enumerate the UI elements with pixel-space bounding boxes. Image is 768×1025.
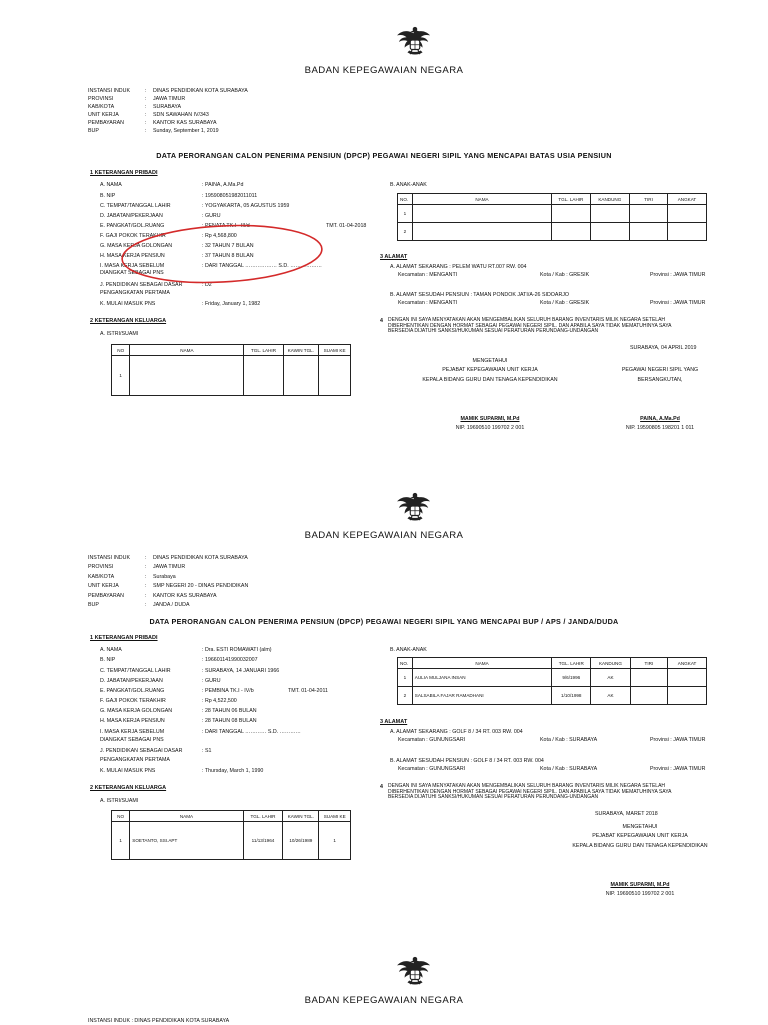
- anak-label: B. ANAK-ANAK: [390, 647, 427, 653]
- column-header: TGL. LAHIR: [243, 811, 283, 822]
- field-value: : D2: [202, 282, 212, 288]
- column-header: SUAMI KE: [319, 811, 351, 822]
- meta-value: KANTOR KAS SURABAYA: [153, 120, 217, 126]
- mengetahui-label: MENGETAHUI: [622, 824, 658, 830]
- field-label: F. GAJI POKOK TERAKHIR: [100, 233, 166, 239]
- field-label: G. MASA KERJA GOLONGAN: [100, 708, 173, 714]
- field-value: : Rp 4,522,500: [202, 698, 237, 704]
- column-header: NO: [112, 811, 130, 822]
- pejabat-label: PEJABAT KEPEGAWAIAN UNIT KERJA: [442, 367, 538, 373]
- meta-line: INSTANSI INDUK : DINAS PENDIDIKAN KOTA SURABAYA: [88, 1018, 230, 1024]
- table-cell: 2: [398, 223, 413, 241]
- signatory-name: MAMIK SUPARMI, M.Pd: [610, 882, 670, 888]
- field-label: DIANGKAT SEBAGAI PNS: [100, 737, 164, 743]
- meta-key: UNIT KERJA: [88, 583, 119, 589]
- field-value: : 37 TAHUN 8 BULAN: [202, 253, 254, 259]
- alamat-kota: Kota / Kab : SURABAYA: [540, 766, 598, 772]
- field-label: C. TEMPAT/TANGGAL LAHIR: [100, 668, 171, 674]
- column-header: NAMA: [130, 345, 244, 356]
- alamat-kecamatan: Kecamatan : GUNUNGSARI: [398, 737, 466, 743]
- section-alamat: 3 ALAMAT: [380, 254, 408, 260]
- istri-table: [111, 810, 351, 860]
- section-keterangan-keluarga: 2 KETERANGAN KELUARGA: [90, 318, 167, 324]
- field-label: G. MASA KERJA GOLONGAN: [100, 243, 173, 249]
- field-label: C. TEMPAT/TANGGAL LAHIR: [100, 203, 171, 209]
- anak-label: B. ANAK-ANAK: [390, 182, 427, 188]
- field-label: D. JABATAN/PEKERJAAN: [100, 213, 163, 219]
- table-cell: AK: [591, 669, 630, 687]
- table-cell: AK: [591, 687, 630, 705]
- field-value: : GURU: [202, 213, 221, 219]
- field-label: H. MASA KERJA PENSIUN: [100, 718, 165, 724]
- form-title: DATA PERORANGAN CALON PENERIMA PENSIUN (DPCP) PEGAWAI NEGERI SIPIL YANG MENCAPAI BUP / APS / JANDA/DUDA: [149, 617, 619, 626]
- kepala-label: KEPALA BIDANG GURU DAN TENAGA KEPENDIDIKAN: [572, 843, 708, 849]
- field-value: : YOGYAKARTA, 05 AGUSTUS 1959: [202, 203, 290, 209]
- column-header: NO.: [398, 194, 413, 205]
- alamat-sekarang: A. ALAMAT SEKARANG : GOLF 8 / 34 RT. 003 RW. 004: [390, 729, 523, 735]
- section-4-number: 4: [380, 318, 383, 324]
- field-value: : Rp 4,568,800: [202, 233, 237, 239]
- table-cell: [630, 669, 668, 687]
- table-cell: 1: [112, 822, 130, 860]
- meta-value: Sunday, September 1, 2019: [153, 128, 219, 134]
- agency-header: BADAN KEPEGAWAIAN NEGARA: [304, 530, 464, 541]
- column-header: TIRI: [630, 658, 668, 669]
- signatory-name: MAMIK SUPARMI, M.Pd: [460, 416, 520, 422]
- meta-key: PEMBAYARAN: [88, 593, 125, 599]
- field-label: PENGANGKATAN PERTAMA: [100, 290, 170, 296]
- column-header: KAWIN TGL.: [283, 811, 319, 822]
- field-value: : PENATA TK.I - III/d: [202, 223, 250, 229]
- agency-header: BADAN KEPEGAWAIAN NEGARA: [304, 995, 464, 1006]
- meta-value: JANDA / DUDA: [153, 602, 190, 608]
- field-value: : DARI TANGGAL ………… S.D. …………: [202, 729, 301, 735]
- meta-key: INSTANSI INDUK: [88, 88, 130, 94]
- section-keterangan-keluarga: 2 KETERANGAN KELUARGA: [90, 785, 167, 791]
- field-value: : 195908051982011011: [202, 193, 258, 199]
- alamat-provinsi: Provinsi : JAWA TIMUR: [650, 272, 706, 278]
- declaration-line: DIBERHENTIKAN DENGAN HORMAT SEBAGAI PEGAWAI NEGERI SIPIL. DAN APABILA SAYA TIDAK MEMATUHINYA SAYA: [388, 788, 672, 795]
- field-value: : GURU: [202, 678, 221, 684]
- anak-table: [397, 657, 707, 705]
- signatory-nip: NIP. 19690510 199702 2 001: [455, 425, 525, 431]
- alamat-kota: Kota / Kab : SURABAYA: [540, 737, 598, 743]
- table-row: [112, 822, 351, 860]
- field-label: DIANGKAT SEBAGAI PNS: [100, 270, 164, 276]
- table-cell: 11/13/1964: [243, 822, 283, 860]
- meta-value: JAWA TIMUR: [153, 564, 186, 570]
- declaration-line: DIBERHENTIKAN DENGAN HORMAT SEBAGAI PEGAWAI NEGERI SIPIL. DAN APABILA SAYA TIDAK MEMATUHINYA SAYA: [388, 322, 672, 329]
- tmt-date: TMT. 01-04-2011: [288, 688, 328, 694]
- meta-key: KAB/KOTA: [88, 104, 115, 110]
- signatory-nip: NIP. 19590805 198201 1 011: [625, 425, 695, 431]
- column-header: TGL. LAHIR: [552, 658, 591, 669]
- dpcp-form-1: BADAN KEPEGAWAIAN NEGARA INSTANSI INDUK : DINAS PENDIDIKAN KOTA SURABAYA PROVINSI : JAWA TIMUR KAB/KOTA : SURABAYA UNIT KERJA : SDN SAWAHAN IV/343 PEMBAYARAN : KANTOR KAS SURABAYA BUP : Sunday, September 1, 2019 DATA PERORANGAN CALON PENERIMA PENSIUN (DPCP) PEGAWAI NEGERI SIPIL YANG MENCAPAI BATAS USIA PENSIUN 1 KETERANGAN PRIBADI A. NAMA : PAINA, A.Ma.Pd B. NIP : 195908051982011011 C. TEMPAT/TANGGAL LAHIR : YOGYAKARTA, 05 AGUSTUS 1959 D. JABATAN/PEKERJAAN : GURU E. PANGKAT/GOL.RUANG : PENATA TK.I - III/d TMT. 01-04-2018 F. GAJI POKOK TERAKHIR : Rp 4,568,800 G. MASA KERJA GOLONGAN : 32 TAHUN 7 BULAN H. MASA KERJA PENSIUN : 37 TAHUN 8 BULAN I. MASA KERJA SEBELUM : DARI TANGGAL ……………… S.D. ……………… DIANGKAT SEBAGAI PNS J. PENDIDIKAN SEBAGAI DASAR : D2 PENGANGKATAN PERTAMA K. MULAI MASUK PNS : Friday, January 1, 1982 2 KETERANGAN KELUARGA A. ISTRI/SUAMI NO NAMA TGL. LAHIR KAWIN TGL. SUAMI KE 1 B. ANAK-ANAK NO. NAMA TGL. LAHIR KANDUNG TIRI ANGKAT 1 2 3 ALAMAT A. ALAMAT SEKARANG : PELEM WATU RT.007 RW. 004 Kecamatan : MENGANTI Kota / Kab : GRESIK Provinsi : JAWA TIMUR B. ALAMAT SESUDAH PENSIUN : TAMAN PONDOK JATI/A-26 SIDOARJO Kecamatan : MENGANTI Kota / Kab : GRESIK Provinsi : JAWA TIMUR 4 DENGAN INI SAYA MENYATAKAN AKAN MENGEMBALIKAN SELURUH BARANG INVENTARIS MILIK NEGARA SETELAH DIBERHENTIKAN DENGAN HORMAT SEBAGAI PEGAWAI NEGERI SIPIL. DAN APABILA SAYA TIDAK MEMATUHINYA SAYA BERSEDIA DIJATUHI SANKSI/HUKUMAN SESUAI PERATURAN PERUNDANG-UNDANGAN SURABAYA, 04 APRIL 2019 MENGETAHUI PEJABAT KEPEGAWAIAN UNIT KERJA KEPALA BIDANG GURU DAN TENAGA KEPENDIDIKAN PEGAWAI NEGERI SIPIL YANG BERSANGKUTAN, MAMIK SUPARMI, M.Pd NIP. 19690510 199702 2 001 PAINA, A.Ma.Pd NIP. 19590805 198201 1 011: [0, 0, 768, 470]
- table-cell: 1: [398, 205, 413, 223]
- table-cell: SALSABILA FAJAR RAMADHANI: [412, 687, 552, 705]
- table-cell: [668, 687, 707, 705]
- alamat-kota: Kota / Kab : GRESIK: [540, 272, 590, 278]
- table-header-row: [398, 658, 707, 669]
- column-header: ANGKAT: [668, 658, 707, 669]
- field-value: : Friday, January 1, 1982: [202, 301, 261, 307]
- field-value: : 28 TAHUN 08 BULAN: [202, 718, 257, 724]
- field-label: E. PANGKAT/GOL.RUANG: [100, 223, 165, 229]
- table-row: [398, 669, 707, 687]
- garuda-emblem-icon: [396, 490, 434, 524]
- field-value: : DARI TANGGAL ……………… S.D. ………………: [202, 263, 322, 269]
- declaration-line: DENGAN INI SAYA MENYATAKAN AKAN MENGEMBALIKAN SELURUH BARANG INVENTARIS MILIK NEGARA SETELAH: [388, 783, 666, 789]
- meta-value: SMP NEGERI 20 - DINAS PENDIDIKAN: [153, 583, 249, 589]
- form-title: DATA PERORANGAN CALON PENERIMA PENSIUN (DPCP) PEGAWAI NEGERI SIPIL YANG MENCAPAI BATAS USIA PENSIUN: [156, 151, 612, 160]
- section-4-number: 4: [380, 784, 383, 790]
- field-label: B. NIP: [100, 657, 116, 663]
- table-cell: SOETANTO, SSI.APT: [130, 822, 243, 860]
- meta-value: SDN SAWAHAN IV/343: [153, 112, 209, 118]
- meta-key: PROVINSI: [88, 96, 114, 102]
- column-header: ANGKAT: [667, 194, 706, 205]
- istri-label: A. ISTRI/SUAMI: [100, 798, 139, 804]
- table-cell: 1: [398, 669, 413, 687]
- meta-key: PROVINSI: [88, 564, 114, 570]
- field-label: I. MASA KERJA SEBELUM: [100, 263, 165, 269]
- meta-value: DINAS PENDIDIKAN KOTA SURABAYA: [153, 88, 248, 94]
- column-header: KANDUNG: [590, 194, 630, 205]
- field-value: : 28 TAHUN 06 BULAN: [202, 708, 257, 714]
- column-header: KAWIN TGL.: [283, 345, 319, 356]
- field-value: : Thursday, March 1, 1990: [202, 768, 264, 774]
- table-cell: 1: [319, 822, 351, 860]
- meta-value: KANTOR KAS SURABAYA: [153, 593, 217, 599]
- field-value: : 196601141990032007: [202, 657, 258, 663]
- sign-date: SURABAYA, MARET 2018: [595, 811, 658, 817]
- mengetahui-label: MENGETAHUI: [472, 358, 508, 364]
- section-alamat: 3 ALAMAT: [380, 719, 408, 725]
- column-header: NAMA: [412, 194, 551, 205]
- pns-label: BERSANGKUTAN,: [637, 377, 683, 383]
- alamat-provinsi: Provinsi : JAWA TIMUR: [650, 766, 706, 772]
- field-value: : SURABAYA, 14 JANUARI 1966: [202, 668, 280, 674]
- table-cell: 1: [112, 356, 130, 396]
- column-header: TGL. LAHIR: [552, 194, 590, 205]
- meta-key: PEMBAYARAN: [88, 120, 125, 126]
- field-label: B. NIP: [100, 193, 116, 199]
- field-label: J. PENDIDIKAN SEBAGAI DASAR: [100, 282, 183, 288]
- field-value: : 32 TAHUN 7 BULAN: [202, 243, 254, 249]
- column-header: SUAMI KE: [319, 345, 351, 356]
- table-cell: 10/26/1989: [283, 822, 319, 860]
- column-header: NAMA: [412, 658, 552, 669]
- field-label: D. JABATAN/PEKERJAAN: [100, 678, 163, 684]
- alamat-kota: Kota / Kab : GRESIK: [540, 300, 590, 306]
- table-row: [398, 687, 707, 705]
- table-cell: 2: [398, 687, 413, 705]
- field-label: E. PANGKAT/GOL.RUANG: [100, 688, 165, 694]
- meta-value: SURABAYA: [153, 104, 182, 110]
- signatory-nip: NIP. 19690510 199702 2 001: [605, 891, 675, 897]
- meta-value: DINAS PENDIDIKAN KOTA SURABAYA: [153, 555, 248, 561]
- meta-key: INSTANSI INDUK: [88, 555, 130, 561]
- table-cell: 9/6/1996: [552, 669, 591, 687]
- field-label: A. NAMA: [100, 182, 122, 188]
- declaration-line: DENGAN INI SAYA MENYATAKAN AKAN MENGEMBALIKAN SELURUH BARANG INVENTARIS MILIK NEGARA SETELAH: [388, 317, 666, 323]
- alamat-sesudah-pensiun: B. ALAMAT SESUDAH PENSIUN : GOLF 8 / 34 RT. 003 RW. 004: [390, 758, 544, 764]
- declaration-line: BERSEDIA DIJATUHI SANKSI/HUKUMAN SESUAI PERATURAN PERUNDANG-UNDANGAN: [388, 794, 599, 801]
- field-value: : S1: [202, 748, 212, 754]
- declaration: [388, 784, 672, 801]
- column-header: KANDUNG: [591, 658, 630, 669]
- table-cell: [668, 669, 707, 687]
- field-label: J. PENDIDIKAN SEBAGAI DASAR: [100, 748, 183, 754]
- alamat-kecamatan: Kecamatan : MENGANTI: [398, 272, 458, 278]
- table-cell: 1/10/1998: [552, 687, 591, 705]
- column-header: NO.: [398, 658, 413, 669]
- field-label: K. MULAI MASUK PNS: [100, 301, 156, 307]
- alamat-kecamatan: Kecamatan : GUNUNGSARI: [398, 766, 466, 772]
- column-header: TGL. LAHIR: [244, 345, 283, 356]
- meta-key: UNIT KERJA: [88, 112, 119, 118]
- garuda-emblem-icon: [396, 954, 434, 988]
- alamat-provinsi: Provinsi : JAWA TIMUR: [650, 737, 706, 743]
- alamat-sekarang: A. ALAMAT SEKARANG : PELEM WATU RT.007 RW. 004: [390, 264, 527, 270]
- table-cell: [630, 687, 668, 705]
- section-keterangan-pribadi: 1 KETERANGAN PRIBADI: [90, 635, 158, 641]
- meta-value: JAWA TIMUR: [153, 96, 186, 102]
- field-label: H. MASA KERJA PENSIUN: [100, 253, 165, 259]
- sign-date: SURABAYA, 04 APRIL 2019: [630, 345, 697, 351]
- alamat-kecamatan: Kecamatan : MENGANTI: [398, 300, 458, 306]
- meta-value: Surabaya: [153, 574, 176, 580]
- pns-label: PEGAWAI NEGERI SIPIL YANG: [621, 367, 699, 373]
- column-header: NO: [112, 345, 130, 356]
- agency-header: BADAN KEPEGAWAIAN NEGARA: [304, 65, 464, 76]
- meta-key: KAB/KOTA: [88, 574, 115, 580]
- meta-key: BUP: [88, 602, 99, 608]
- tmt-date: TMT. 01-04-2018: [326, 223, 367, 229]
- kepala-label: KEPALA BIDANG GURU DAN TENAGA KEPENDIDIKAN: [422, 377, 558, 383]
- declaration-line: BERSEDIA DIJATUHI SANKSI/HUKUMAN SESUAI PERATURAN PERUNDANG-UNDANGAN: [388, 328, 599, 335]
- section-keterangan-pribadi: 1 KETERANGAN PRIBADI: [90, 170, 158, 176]
- table-header-row: [112, 811, 351, 822]
- field-label: K. MULAI MASUK PNS: [100, 768, 156, 774]
- meta-key: BUP: [88, 128, 99, 134]
- column-header: TIRI: [630, 194, 668, 205]
- table-cell: AULIA MULJANA INSAN: [412, 669, 552, 687]
- field-label: PENGANGKATAN PERTAMA: [100, 757, 170, 763]
- pejabat-label: PEJABAT KEPEGAWAIAN UNIT KERJA: [592, 833, 688, 839]
- field-label: A. NAMA: [100, 647, 122, 653]
- alamat-provinsi: Provinsi : JAWA TIMUR: [650, 300, 706, 306]
- dpcp-form-2: BADAN KEPEGAWAIAN NEGARA INSTANSI INDUK : DINAS PENDIDIKAN KOTA SURABAYA PROVINSI : JAWA TIMUR KAB/KOTA : Surabaya UNIT KERJA : SMP NEGERI 20 - DINAS PENDIDIKAN PEMBAYARAN : KANTOR KAS SURABAYA BUP : JANDA / DUDA DATA PERORANGAN CALON PENERIMA PENSIUN (DPCP) PEGAWAI NEGERI SIPIL YANG MENCAPAI BUP / APS / JANDA/DUDA 1 KETERANGAN PRIBADI A. NAMA : Dra. ESTI ROMAWATI (alm) B. NIP : 196601141990032007 C. TEMPAT/TANGGAL LAHIR : SURABAYA, 14 JANUARI 1966 D. JABATAN/PEKERJAAN : GURU E. PANGKAT/GOL.RUANG : PEMBINA TK.I - IV/b TMT. 01-04-2011 F. GAJI POKOK TERAKHIR : Rp 4,522,500 G. MASA KERJA GOLONGAN : 28 TAHUN 06 BULAN H. MASA KERJA PENSIUN : 28 TAHUN 08 BULAN I. MASA KERJA SEBELUM : DARI TANGGAL ………… S.D. ………… DIANGKAT SEBAGAI PNS J. PENDIDIKAN SEBAGAI DASAR : S1 PENGANGKATAN PERTAMA K. MULAI MASUK PNS : Thursday, March 1, 1990 2 KETERANGAN KELUARGA A. ISTRI/SUAMI NO NAMA TGL. LAHIR KAWIN TGL. SUAMI KE 1 SOETANTO, SSI.APT 11/13/1964 10/26/1989 1 B. ANAK-ANAK NO. NAMA TGL. LAHIR KANDUNG TIRI ANGKAT 1 AULIA MULJANA INSAN 9/6/1996 AK 2 SALSABILA FAJAR RAMADHANI 1/10/1998 AK 3 ALAMAT A. ALAMAT SEKARANG : GOLF 8 / 34 RT. 003 RW. 004 Kecamatan : GUNUNGSARI Kota / Kab : SURABAYA Provinsi : JAWA TIMUR B. ALAMAT SESUDAH PENSIUN : GOLF 8 / 34 RT. 003 RW. 004 Kecamatan : GUNUNGSARI Kota / Kab : SURABAYA Provinsi : JAWA TIMUR 4 DENGAN INI SAYA MENYATAKAN AKAN MENGEMBALIKAN SELURUH BARANG INVENTARIS MILIK NEGARA SETELAH DIBERHENTIKAN DENGAN HORMAT SEBAGAI PEGAWAI NEGERI SIPIL. DAN APABILA SAYA TIDAK MEMATUHINYA SAYA BERSEDIA DIJATUHI SANKSI/HUKUMAN SESUAI PERATURAN PERUNDANG-UNDANGAN SURABAYA, MARET 2018 MENGETAHUI PEJABAT KEPEGAWAIAN UNIT KERJA KEPALA BIDANG GURU DAN TENAGA KEPENDIDIKAN MAMIK SUPARMI, M.Pd NIP. 19690510 199702 2 001: [0, 0, 768, 470]
- column-header: NAMA: [130, 811, 243, 822]
- field-value: : PAINA, A.Ma.Pd: [202, 182, 244, 188]
- field-value: : PEMBINA TK.I - IV/b: [202, 688, 254, 694]
- istri-label: A. ISTRI/SUAMI: [100, 331, 139, 337]
- field-label: F. GAJI POKOK TERAKHIR: [100, 698, 166, 704]
- field-label: I. MASA KERJA SEBELUM: [100, 729, 165, 735]
- field-value: : Dra. ESTI ROMAWATI (alm): [202, 647, 272, 653]
- signatory-name: PAINA, A.Ma.Pd: [640, 416, 680, 422]
- alamat-sesudah-pensiun: B. ALAMAT SESUDAH PENSIUN : TAMAN PONDOK JATI/A-26 SIDOARJO: [390, 292, 570, 298]
